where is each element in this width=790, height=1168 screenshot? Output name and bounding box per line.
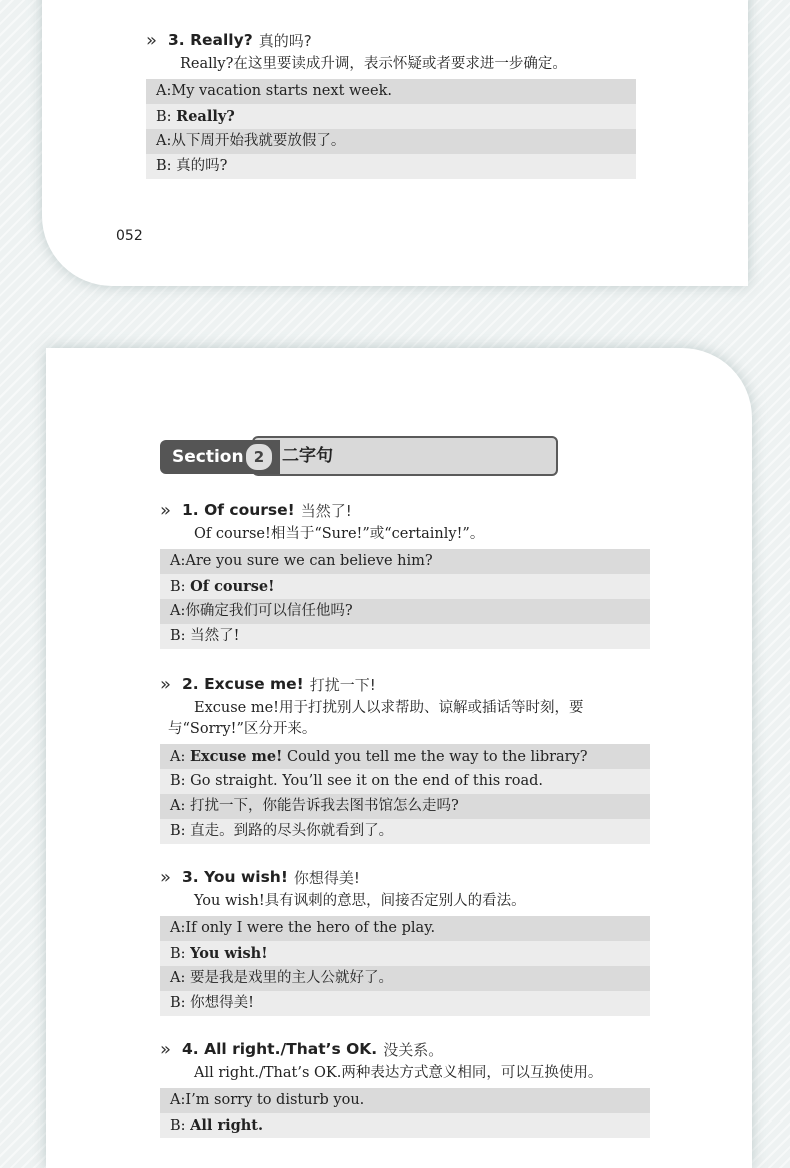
entry-3: [160, 865, 650, 1016]
dialogue-line: A:Are you sure we can believe him?: [160, 549, 650, 574]
dialogue-line: B: 直走。到路的尽头你就看到了。: [160, 819, 650, 844]
dialogue-line: A: Excuse me! Could you tell me the way to the library?: [160, 744, 650, 769]
entry-heading: [160, 865, 650, 889]
entry-translation: 没关系。: [383, 1040, 444, 1059]
entry-note: Of course!相当于“Sure!”或“certainly!”。: [194, 526, 485, 542]
dialogue-line: B: 真的吗?: [146, 154, 636, 179]
entry-2: [160, 672, 650, 844]
entry-heading: [160, 498, 650, 522]
dialogue-line: A:If only I were the hero of the play.: [160, 916, 650, 941]
section-title: 二字句: [282, 446, 333, 466]
entry-phrase: 3. Really?: [168, 31, 253, 49]
entry-heading: [160, 1037, 650, 1061]
dialogue-box: [160, 744, 650, 844]
dialogue-line: A:你确定我们可以信任他吗?: [160, 599, 650, 624]
chevron-right-icon: »: [160, 866, 172, 888]
dialogue-line: B: Really?: [146, 104, 636, 129]
dialogue-line: A: 打扰一下，你能告诉我去图书馆怎么走吗?: [160, 794, 650, 819]
entry-translation: 打扰一下!: [309, 675, 376, 694]
dialogue-line: A: 要是我是戏里的主人公就好了。: [160, 966, 650, 991]
entry-heading: [160, 672, 650, 696]
dialogue-line: B: 当然了!: [160, 624, 650, 649]
entry-note: You wish!具有讽刺的意思，间接否定别人的看法。: [194, 893, 526, 909]
dialogue-box: [160, 549, 650, 649]
dialogue-line: A:从下周开始我就要放假了。: [146, 129, 636, 154]
dialogue-box: [146, 79, 636, 179]
dialogue-box: [160, 916, 650, 1016]
dialogue-line: A:I’m sorry to disturb you.: [160, 1088, 650, 1113]
entry-top-3: [146, 28, 636, 179]
entry-1: [160, 498, 650, 649]
entry-translation: 当然了!: [300, 501, 352, 520]
dialogue-box: [160, 1088, 650, 1138]
entry-phrase: 4. All right./That’s OK.: [182, 1040, 378, 1058]
dialogue-line: B: Of course!: [160, 574, 650, 599]
section-number-badge: 2: [244, 442, 274, 472]
entry-translation: 你想得美!: [293, 868, 360, 887]
entry-phrase: 3. You wish!: [182, 868, 288, 886]
entry-heading: [146, 28, 636, 52]
page-number: 052: [116, 228, 143, 244]
dialogue-line: B: All right.: [160, 1113, 650, 1138]
chevron-right-icon: »: [146, 29, 158, 51]
section-header: [160, 436, 560, 478]
chevron-right-icon: »: [160, 499, 172, 521]
entry-4: [160, 1037, 650, 1138]
entry-translation: 真的吗?: [258, 31, 312, 50]
entry-note: Excuse me!用于打扰别人以求帮助、谅解或插话等时刻，要与“Sorry!”区分开来。: [168, 700, 584, 737]
dialogue-line: A:My vacation starts next week.: [146, 79, 636, 104]
entry-note: Really?在这里要读成升调，表示怀疑或者要求进一步确定。: [180, 56, 567, 72]
dialogue-line: B: 你想得美!: [160, 991, 650, 1016]
entry-note: All right./That’s OK.两种表达方式意义相同，可以互换使用。: [194, 1065, 603, 1081]
dialogue-line: B: Go straight. You’ll see it on the end of this road.: [160, 769, 650, 794]
chevron-right-icon: »: [160, 1038, 172, 1060]
entry-phrase: 2. Excuse me!: [182, 675, 304, 693]
dialogue-line: B: You wish!: [160, 941, 650, 966]
chevron-right-icon: »: [160, 673, 172, 695]
entry-phrase: 1. Of course!: [182, 501, 295, 519]
section-label: Section: [160, 440, 280, 474]
